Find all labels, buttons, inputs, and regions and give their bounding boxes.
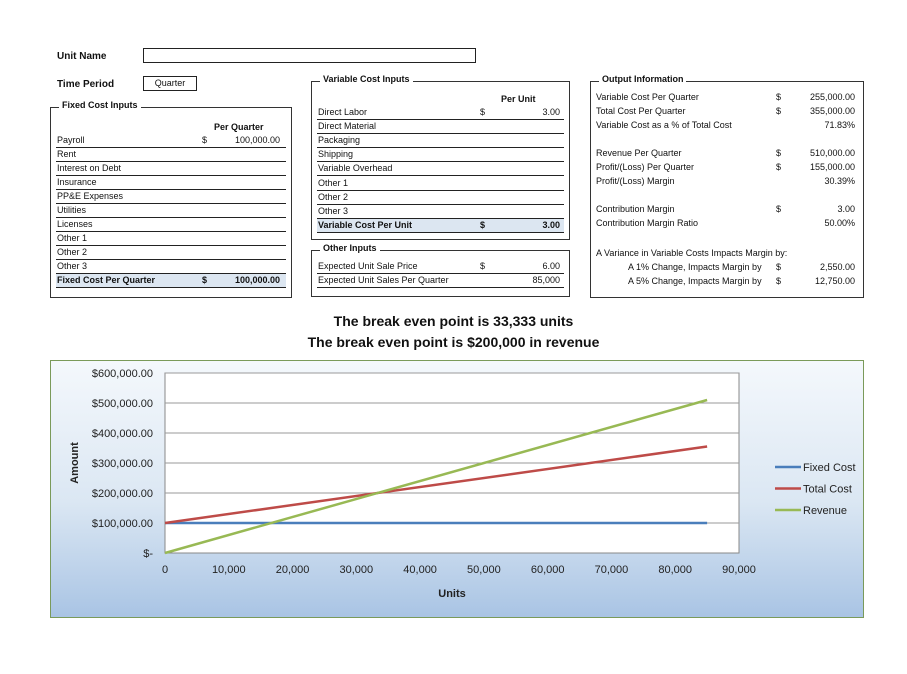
legend-label: Revenue <box>803 505 848 517</box>
variable-cost-row-label: Variable Cost Per Unit <box>318 219 413 230</box>
break-even-revenue-text: The break even point is $200,000 in revenue <box>307 334 600 350</box>
fixed-cost-row-currency: $ <box>202 275 208 285</box>
x-tick-label: 0 <box>161 564 169 576</box>
x-tick-label: 90,000 <box>722 564 756 576</box>
output-row-value: 3.00 <box>837 204 855 214</box>
x-tick-label: 70,000 <box>594 564 629 576</box>
variance-row-currency: $ <box>776 262 782 272</box>
output-row-value: 71.83% <box>824 120 855 130</box>
output-group <box>590 74 864 298</box>
variable-cost-row[interactable] <box>317 177 564 191</box>
variance-row-currency: $ <box>776 276 782 286</box>
output-row-currency: $ <box>776 162 782 172</box>
variable-cost-row[interactable] <box>317 148 564 162</box>
output-title: Output Information <box>599 74 686 84</box>
fixed-cost-row[interactable] <box>56 274 286 288</box>
variance-row <box>596 261 858 274</box>
y-tick-label: $400,000.00 <box>91 428 153 440</box>
variance-row-value: 12,750.00 <box>814 276 855 286</box>
y-axis-label: Amount <box>69 442 81 484</box>
y-tick-label: $200,000.00 <box>91 488 153 500</box>
variable-cost-row[interactable] <box>317 205 564 219</box>
variance-heading: A Variance in Variable Costs Impacts Margin by: <box>596 248 788 258</box>
variable-cost-row[interactable] <box>317 134 564 148</box>
variable-cost-column-header: Per Unit <box>501 94 536 104</box>
output-row-value: 30.39% <box>824 176 855 186</box>
variable-cost-row[interactable] <box>317 162 564 176</box>
x-tick-label: 50,000 <box>467 564 501 576</box>
x-tick-label: 30,000 <box>339 564 374 576</box>
variable-cost-row-value[interactable]: 3.00 <box>542 219 560 230</box>
output-row-value: 255,000.00 <box>809 92 855 102</box>
other-input-row[interactable] <box>317 274 564 288</box>
x-tick-label: 40,000 <box>403 564 437 576</box>
fixed-cost-row-label: Rent <box>57 149 77 159</box>
output-row-currency: $ <box>776 204 782 214</box>
variable-cost-row-label: Direct Material <box>318 121 377 132</box>
x-axis-label: Units <box>438 588 466 600</box>
y-tick-label: $- <box>143 548 153 560</box>
fixed-cost-row[interactable] <box>56 218 286 232</box>
legend-label: Fixed Cost <box>803 462 856 474</box>
output-row <box>596 147 858 160</box>
variable-cost-row-label: Variable Overhead <box>318 163 393 174</box>
variable-cost-row-label: Direct Labor <box>318 107 368 117</box>
output-row <box>596 91 858 104</box>
output-row <box>596 161 858 174</box>
variable-cost-row[interactable] <box>317 106 564 120</box>
fixed-cost-row-label: Other 1 <box>57 233 88 243</box>
unit-name-input[interactable] <box>143 48 476 63</box>
other-input-row-currency: $ <box>480 261 486 271</box>
fixed-cost-row[interactable] <box>56 246 286 260</box>
y-tick-label: $300,000.00 <box>91 458 153 470</box>
other-input-row-value[interactable]: 6.00 <box>542 261 560 271</box>
fixed-cost-title: Fixed Cost Inputs <box>59 100 141 110</box>
output-row-currency: $ <box>776 148 782 158</box>
output-row <box>596 203 858 216</box>
variance-row-label: A 1% Change, Impacts Margin by <box>628 262 762 272</box>
fixed-cost-row-label: Licenses <box>57 219 93 229</box>
other-input-row[interactable] <box>317 260 564 274</box>
fixed-cost-row-label: Other 3 <box>57 261 88 271</box>
y-tick-label: $600,000.00 <box>91 368 153 380</box>
fixed-cost-row-label: Fixed Cost Per Quarter <box>57 275 156 285</box>
output-row-label: Profit/(Loss) Per Quarter <box>596 162 695 172</box>
variable-cost-row-value[interactable]: 3.00 <box>542 107 560 117</box>
break-even-chart <box>50 360 864 618</box>
output-row <box>596 175 858 188</box>
fixed-cost-row-label: PP&E Expenses <box>57 191 124 201</box>
output-row-label: Contribution Margin <box>596 204 675 214</box>
fixed-cost-row[interactable] <box>56 176 286 190</box>
y-tick-label: $100,000.00 <box>91 518 153 530</box>
variable-cost-group <box>311 74 570 240</box>
variable-cost-row[interactable] <box>317 219 564 233</box>
break-even-units-text: The break even point is 33,333 units <box>333 313 574 329</box>
unit-name-label: Unit Name <box>57 51 107 62</box>
output-row-value: 355,000.00 <box>809 106 855 116</box>
fixed-cost-row-label: Utilities <box>57 205 87 215</box>
fixed-cost-row-label: Insurance <box>57 177 97 187</box>
fixed-cost-row-label: Payroll <box>57 135 85 145</box>
fixed-cost-row-label: Other 2 <box>57 247 88 257</box>
x-tick-label: 20,000 <box>275 564 310 576</box>
output-row-value: 155,000.00 <box>809 162 855 172</box>
variable-cost-row-label: Other 3 <box>318 205 349 216</box>
x-tick-label: 80,000 <box>658 564 693 576</box>
fixed-cost-row[interactable] <box>56 148 286 162</box>
fixed-cost-row[interactable] <box>56 232 286 246</box>
other-inputs-title: Other Inputs <box>320 243 380 253</box>
variable-cost-row[interactable] <box>317 191 564 205</box>
x-tick-label: 60,000 <box>530 564 565 576</box>
output-row-currency: $ <box>776 106 782 116</box>
time-period-input[interactable]: Quarter <box>143 76 197 91</box>
variable-cost-row-currency: $ <box>480 219 486 230</box>
legend-label: Total Cost <box>803 483 852 496</box>
fixed-cost-row[interactable] <box>56 134 286 148</box>
output-row <box>596 217 858 230</box>
output-row-label: Variable Cost Per Quarter <box>596 92 699 102</box>
output-row-value: 510,000.00 <box>809 148 855 158</box>
other-inputs-group <box>311 243 570 297</box>
fixed-cost-row-value[interactable]: 100,000.00 <box>234 135 280 145</box>
variable-cost-row-label: Shipping <box>318 149 354 160</box>
variable-cost-row-label: Other 1 <box>318 177 349 188</box>
variance-row-label: A 5% Change, Impacts Margin by <box>628 276 762 286</box>
fixed-cost-group <box>50 100 292 298</box>
variable-cost-row-currency: $ <box>480 107 486 117</box>
fixed-cost-column-header: Per Quarter <box>214 122 264 132</box>
variable-cost-row-label: Other 2 <box>318 191 349 202</box>
fixed-cost-row[interactable] <box>56 190 286 204</box>
fixed-cost-row[interactable] <box>56 162 286 176</box>
time-period-label: Time Period <box>57 79 115 90</box>
other-input-row-label: Expected Unit Sale Price <box>318 261 418 271</box>
output-row-label: Contribution Margin Ratio <box>596 218 699 228</box>
fixed-cost-row[interactable] <box>56 260 286 274</box>
output-row-value: 50.00% <box>824 218 855 228</box>
other-input-row-value[interactable]: 85,000 <box>532 275 560 285</box>
output-row-currency: $ <box>776 92 782 102</box>
output-row-label: Variable Cost as a % of Total Cost <box>596 120 732 130</box>
x-tick-label: 10,000 <box>211 564 246 576</box>
fixed-cost-row-currency: $ <box>202 135 208 145</box>
chart-svg <box>51 361 863 617</box>
y-tick-label: $500,000.00 <box>91 398 153 410</box>
variable-cost-title: Variable Cost Inputs <box>320 74 413 84</box>
output-row <box>596 119 858 132</box>
fixed-cost-row[interactable] <box>56 204 286 218</box>
variance-row <box>596 275 858 288</box>
other-input-row-label: Expected Unit Sales Per Quarter <box>318 275 449 285</box>
variable-cost-row[interactable] <box>317 120 564 134</box>
fixed-cost-row-label: Interest on Debt <box>57 163 122 173</box>
output-row-label: Profit/(Loss) Margin <box>596 176 675 186</box>
variance-row-value: 2,550.00 <box>819 262 855 272</box>
variable-cost-row-label: Packaging <box>318 135 361 146</box>
output-row <box>596 105 858 118</box>
output-row-label: Total Cost Per Quarter <box>596 106 686 116</box>
output-row-label: Revenue Per Quarter <box>596 148 682 158</box>
fixed-cost-row-value[interactable]: 100,000.00 <box>234 275 280 285</box>
